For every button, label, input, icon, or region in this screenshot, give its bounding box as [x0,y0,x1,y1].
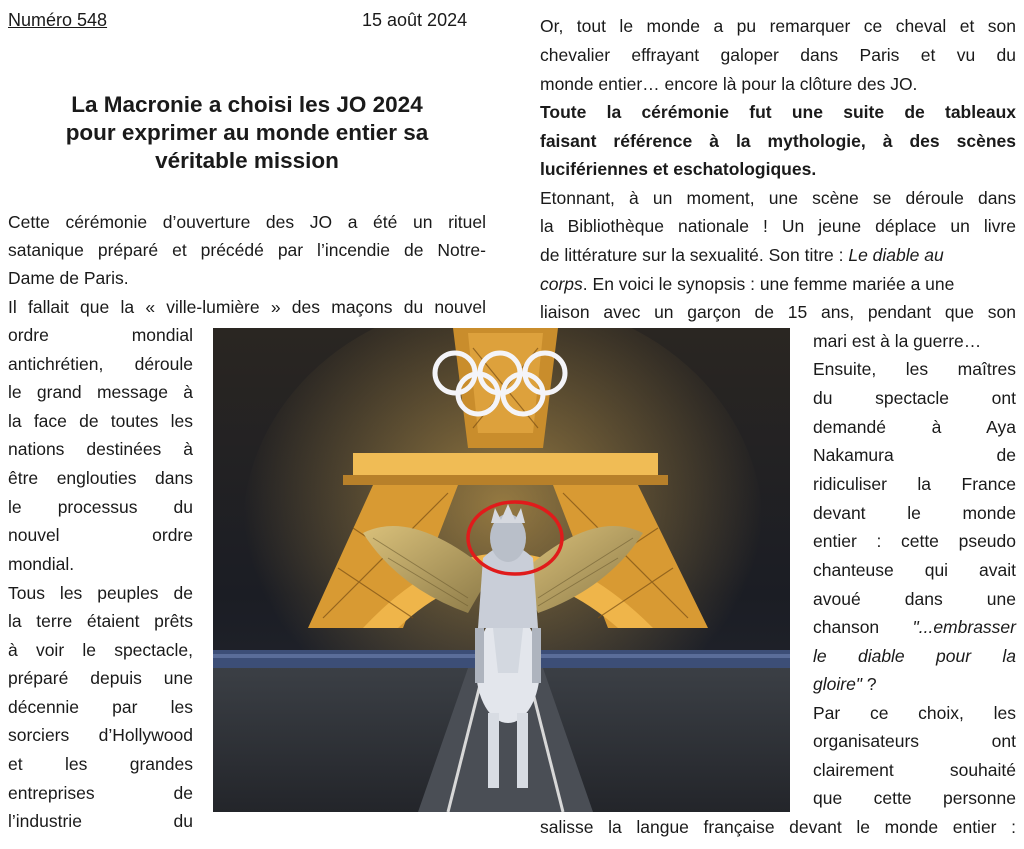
headline-line: véritable mission [155,148,339,173]
left-wrap-line: décennie par les [8,697,193,717]
right-bold-line: lucifériennes et eschatologiques. [540,159,817,179]
text-segment: . En voici le synopsis : une femme mariée a une [582,274,955,294]
left-wrap-line: le grand message à [8,382,193,402]
right-text-line: Or, tout le monde a pu remarquer ce cheval et son [540,16,1016,36]
headline-line: pour exprimer au monde entier sa [65,120,429,145]
right-bold-line: faisant référence à la mythologie, à des scènes [540,131,1016,151]
left-wrap-line: et les grandes [8,754,193,774]
left-wrap-line: Tous les peuples de [8,583,193,603]
right-wrap-line: que cette personne [813,788,1016,808]
synopsis-line [540,270,954,299]
right-text-line: Etonnant, à un moment, une scène se déroule dans [540,188,1016,208]
right-wrap-line: demandé à Aya [813,417,1016,437]
right-wrap-line: ridiculiser la France [813,474,1016,494]
text-segment: ? [862,674,877,694]
left-wrap-line: être englouties dans [8,468,193,488]
text-segment: de littérature sur la sexualité. Son titre : [540,245,849,265]
left-wrap-line: préparé depuis une [8,668,193,688]
left-wrap-line: le processus du [8,497,193,517]
right-wrap-line: Par ce choix, les [813,703,1016,723]
book-title: Le diable au [848,245,944,265]
song-quote: gloire" [813,674,863,694]
right-text-line: chevalier effrayant galoper dans Paris et vu du [540,45,1016,65]
left-text-line: Il fallait que la « ville-lumière » des maçons du nouvel [8,297,486,317]
left-wrap-line: la face de toutes les [8,411,193,431]
article-headline [8,91,486,175]
right-text-line: monde entier… encore là pour la clôture des JO. [540,74,918,94]
left-wrap-line: ordre mondial [8,325,193,345]
issue-number: Numéro 548 [8,10,108,30]
right-wrap-line: Nakamura de [813,445,1016,465]
left-wrap-line: nouvel ordre [8,525,193,545]
right-wrap-line: organisateurs ont [813,731,1016,751]
right-wrap-line: chanteuse qui avait [813,560,1016,580]
left-wrap-line: nations destinées à [8,439,193,459]
left-wrap-line: antichrétien, déroule [8,354,193,374]
right-wrap-line: avoué dans une [813,589,1016,609]
right-text-line: liaison avec un garçon de 15 ans, pendant que son [540,302,1016,322]
headline-line: La Macronie a choisi les JO 2024 [71,92,423,117]
issue-date: 15 août 2024 [362,10,468,30]
left-wrap-line: sorciers d’Hollywood [8,725,193,745]
song-quote: "...embrasser [912,617,1016,637]
left-wrap-line: entreprises de [8,783,193,803]
left-wrap-line: l’industrie du [8,811,193,831]
right-wrap-line: devant le monde [813,503,1016,523]
song-quote: le diable pour la [813,646,1016,666]
left-wrap-line: à voir le spectacle, [8,640,193,660]
book-title: corps [540,274,583,294]
right-bold-line: Toute la cérémonie fut une suite de tableaux [540,102,1016,122]
left-text-line: Dame de Paris. [8,268,129,288]
song-line [813,670,877,699]
ceremony-photo [213,328,790,812]
right-text-line: la Bibliothèque nationale ! Un jeune déplace un livre [540,216,1016,236]
right-wrap-line: mari est à la guerre… [813,331,982,351]
left-wrap-line: mondial. [8,554,75,574]
song-line [813,613,1016,642]
right-wrap-line: Ensuite, les maîtres [813,359,1016,379]
right-wrap-line: du spectacle ont [813,388,1016,408]
left-wrap-line: la terre étaient prêts [8,611,193,631]
right-text-line: salisse la langue française devant le monde entier : [540,817,1016,837]
left-text-line: Cette cérémonie d’ouverture des JO a été un rituel [8,212,486,232]
right-wrap-line: clairement souhaité [813,760,1016,780]
book-title-line [540,241,944,270]
left-text-line: satanique préparé et précédé par l’incendie de Notre- [8,240,486,260]
text-segment: chanson [813,617,880,637]
right-wrap-line: entier : cette pseudo [813,531,1016,551]
